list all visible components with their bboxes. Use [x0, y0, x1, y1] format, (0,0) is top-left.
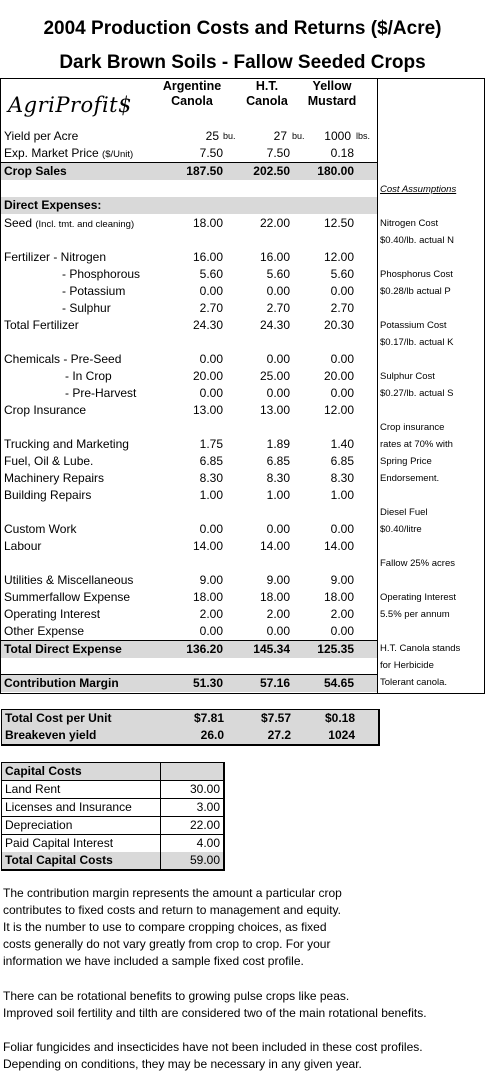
- value-col1: 9.00: [199, 573, 223, 587]
- col3-line1: Yellow: [312, 79, 352, 93]
- paragraph-foliar-fungicides: Foliar fungicides and insecticides have not been included in these cost profiles. Depending on conditions, they may be necessary in any given year.: [3, 1040, 423, 1071]
- page-subtitle: Dark Brown Soils - Fallow Seeded Crops: [59, 52, 426, 73]
- row-label: [4, 402, 86, 419]
- capital-heading: Capital Costs: [5, 764, 82, 778]
- value-col1: 0.00: [199, 624, 223, 638]
- expense-label: Labour: [4, 539, 42, 553]
- cost-assumptions-heading: Cost Assumptions: [380, 184, 457, 195]
- col2-line2: Canola: [246, 94, 288, 108]
- value-col1: 0.00: [199, 352, 223, 366]
- expense-label: Building Repairs: [4, 488, 92, 502]
- row-label: [4, 623, 84, 640]
- expense-row: [1, 249, 377, 266]
- value-col1: 0.00: [199, 386, 223, 400]
- value-col1: 0.00: [199, 284, 223, 298]
- value-col1: 7.50: [199, 146, 223, 160]
- value-col1: 14.00: [192, 539, 223, 553]
- value-col3: 2.00: [330, 607, 354, 621]
- row-label: [4, 589, 130, 606]
- expense-label: Other Expense: [4, 624, 85, 638]
- value-col2: 0.00: [266, 284, 290, 298]
- value-col3: 0.00: [330, 284, 354, 298]
- value-col1: 16.00: [192, 250, 223, 264]
- value-col1: $7.81: [193, 711, 224, 725]
- value-col3: 20.00: [323, 369, 354, 383]
- row-label: [4, 317, 79, 334]
- value-col3: 1.40: [330, 437, 354, 451]
- value-col2: 9.00: [266, 573, 290, 587]
- price-label: Exp. Market Price: [4, 146, 99, 160]
- expense-label: Utilities & Miscellaneous: [4, 573, 134, 587]
- row-label: [4, 351, 121, 368]
- col1-line1: Argentine: [162, 79, 222, 93]
- row-label: [4, 572, 133, 589]
- cost-assumption-note: 5.5% per annum: [380, 609, 450, 620]
- expense-label: - Pre-Harvest: [65, 386, 137, 400]
- unit-col1: bu.: [223, 131, 236, 141]
- row-label: Paid Capital Interest: [5, 836, 114, 850]
- paragraph-contribution-margin: The contribution margin represents the amount a particular crop contributes to fixed costs and return to management and equity. It is the number to use to compare cropping choices, as fixed costs generally do not vary greatly from crop to crop. For your information we have included a sample fixed cost profile.: [3, 886, 342, 968]
- value-col3: 1.00: [330, 488, 354, 502]
- expense-row: [1, 538, 377, 555]
- expense-label: Crop Insurance: [4, 403, 87, 417]
- capital-costs-heading-row: [2, 763, 223, 781]
- value-col3: 54.65: [323, 676, 354, 690]
- expense-row: [1, 436, 377, 453]
- value-col2: 27: [273, 129, 287, 143]
- expense-row: [1, 589, 377, 606]
- cost-assumption-note: Tolerant canola.: [380, 677, 448, 688]
- value-col1: 1.00: [199, 488, 223, 502]
- price-unit: ($/Unit): [102, 149, 134, 160]
- value-col3: 0.00: [330, 624, 354, 638]
- value-col3: 1000: [324, 129, 351, 143]
- value-col1: 8.30: [199, 471, 223, 485]
- expense-row: [1, 266, 377, 283]
- row-label: [4, 453, 93, 470]
- expense-sublabel: (Incl. tmt. and cleaning): [35, 219, 135, 230]
- heading-empty-cell: [160, 763, 222, 780]
- direct-expenses-heading: [1, 197, 377, 214]
- capital-total-row: [2, 852, 223, 869]
- value-col3: 1024: [328, 728, 355, 742]
- summary-box: [1, 709, 380, 746]
- row-label: [4, 215, 134, 233]
- row-label: Total Capital Costs: [5, 853, 113, 867]
- expense-row: [1, 521, 377, 538]
- value-col3: 6.85: [330, 454, 354, 468]
- value-col2: 145.34: [253, 642, 290, 656]
- cost-assumption-note: $0.28/lb actual P: [380, 286, 451, 297]
- expense-label: Custom Work: [4, 522, 77, 536]
- contribution-margin-row: [1, 674, 377, 692]
- value-col2: 0.00: [266, 624, 290, 638]
- value-col2: 22.00: [259, 216, 290, 230]
- expense-label: Operating Interest: [4, 607, 101, 621]
- expense-row: [1, 453, 377, 470]
- row-label: [4, 249, 106, 266]
- value-col3: 0.00: [330, 386, 354, 400]
- paragraph-rotational-benefits: There can be rotational benefits to growing pulse crops like peas. Improved soil fertility and tilth are considered two of the main rotational benefits.: [3, 989, 427, 1020]
- value-col2: 5.60: [266, 267, 290, 281]
- value-col3: 2.70: [330, 301, 354, 315]
- cost-assumption-note: Potassium Cost: [380, 320, 447, 331]
- row-label: [4, 538, 41, 555]
- expense-label: Machinery Repairs: [4, 471, 105, 485]
- value-col1: 25: [205, 129, 219, 143]
- expense-label: Chemicals - Pre-Seed: [4, 352, 122, 366]
- cost-assumption-note: rates at 70% with: [380, 439, 453, 450]
- value-col2: 7.50: [266, 146, 290, 160]
- value-col1: 6.85: [199, 454, 223, 468]
- value-col3: 20.30: [323, 318, 354, 332]
- value-col1: 2.70: [199, 301, 223, 315]
- value-col2: 8.30: [266, 471, 290, 485]
- cost-assumption-note: $0.40/litre: [380, 524, 422, 535]
- row-label: [4, 470, 104, 487]
- value-col1: 24.30: [192, 318, 223, 332]
- value-col2: 16.00: [259, 250, 290, 264]
- expense-label: Fuel, Oil & Lube.: [4, 454, 94, 468]
- value-col1: 1.75: [199, 437, 223, 451]
- crop-sales-row: [1, 162, 377, 180]
- value-col3: 180.00: [317, 164, 354, 178]
- cost-assumption-note: Crop insurance: [380, 422, 445, 433]
- expense-label: Summerfallow Expense: [4, 590, 131, 604]
- expense-row: [1, 368, 377, 385]
- row-label: [65, 368, 112, 385]
- expense-row: [1, 300, 377, 317]
- value-col2: 2.70: [266, 301, 290, 315]
- value-col2: 0.00: [266, 386, 290, 400]
- expense-row: [1, 572, 377, 589]
- value-col1: 26.0: [200, 728, 224, 742]
- row-label: Breakeven yield: [5, 728, 97, 742]
- row-label: Crop Sales: [4, 164, 67, 178]
- expense-row: [1, 487, 377, 504]
- expense-row: [1, 623, 377, 640]
- expense-label: - In Crop: [65, 369, 112, 383]
- value-col3: 0.00: [330, 352, 354, 366]
- cost-assumption-note: for Herbicide: [380, 660, 434, 671]
- value-col2: 1.89: [266, 437, 290, 451]
- expense-row: [1, 351, 377, 368]
- unit-col3: lbs.: [356, 131, 371, 141]
- value-col3: 5.60: [330, 267, 354, 281]
- value-col2: 202.50: [253, 164, 290, 178]
- spacer-row: [1, 180, 377, 197]
- row-label: [4, 606, 100, 623]
- value-col3: 0.00: [330, 522, 354, 536]
- cost-assumption-note: Nitrogen Cost: [380, 218, 439, 229]
- yield-row: [1, 128, 377, 145]
- value-col3: 12.00: [323, 250, 354, 264]
- row-value: 30.00: [160, 781, 222, 798]
- value-col2: 0.00: [266, 352, 290, 366]
- value-col2: 2.00: [266, 607, 290, 621]
- row-label: Licenses and Insurance: [5, 800, 132, 814]
- cost-per-unit-row: [2, 710, 378, 727]
- expense-label: Total Fertilizer: [4, 318, 79, 332]
- cost-assumption-note: Operating Interest: [380, 592, 457, 603]
- expense-label: Seed: [4, 216, 33, 230]
- breakeven-row: [2, 727, 378, 744]
- value-col2: 0.00: [266, 522, 290, 536]
- row-value: 59.00: [160, 852, 222, 869]
- value-col1: 187.50: [186, 164, 223, 178]
- column-header-argentine-canola: [160, 79, 224, 109]
- row-label: Total Direct Expense: [4, 642, 122, 656]
- total-direct-expense-row: [1, 640, 377, 658]
- row-label: [62, 266, 140, 283]
- value-col1: 13.00: [192, 403, 223, 417]
- cost-assumption-note: Fallow 25% acres: [380, 558, 455, 569]
- row-value: 22.00: [160, 817, 222, 834]
- row-value: 4.00: [160, 835, 222, 852]
- cost-assumption-note: Sulphur Cost: [380, 371, 435, 382]
- capital-row: [2, 817, 223, 835]
- expense-label: - Sulphur: [62, 301, 111, 315]
- value-col1: 136.20: [186, 642, 223, 656]
- value-col3: 14.00: [323, 539, 354, 553]
- value-col1: 5.60: [199, 267, 223, 281]
- cost-assumption-note: H.T. Canola stands: [380, 643, 461, 654]
- value-col2: 1.00: [266, 488, 290, 502]
- row-value: 3.00: [160, 799, 222, 816]
- value-col2: 57.16: [259, 676, 290, 690]
- value-col1: 20.00: [192, 369, 223, 383]
- column-header-yellow-mustard: [300, 79, 364, 109]
- capital-row: [2, 781, 223, 799]
- value-col2: 25.00: [259, 369, 290, 383]
- page-title: 2004 Production Costs and Returns ($/Acre): [43, 18, 442, 39]
- cost-assumption-note: Endorsement.: [380, 473, 440, 484]
- value-col2: 27.2: [267, 728, 291, 742]
- row-label: Yield per Acre: [4, 129, 79, 143]
- cost-assumption-note: Phosphorus Cost: [380, 269, 453, 280]
- expense-row: [1, 385, 377, 402]
- value-col3: 12.50: [323, 216, 354, 230]
- value-col1: 2.00: [199, 607, 223, 621]
- expense-row: [1, 470, 377, 487]
- value-col3: 18.00: [323, 590, 354, 604]
- row-label: [62, 283, 125, 300]
- value-col3: 125.35: [317, 642, 354, 656]
- value-col2: 14.00: [259, 539, 290, 553]
- col2-line1: H.T.: [255, 79, 279, 93]
- expense-label: Fertilizer - Nitrogen: [4, 250, 107, 264]
- value-col3: 0.18: [330, 146, 354, 160]
- row-label: Total Cost per Unit: [5, 711, 112, 725]
- capital-row: [2, 799, 223, 817]
- cost-assumption-note: $0.17/lb. actual K: [380, 337, 454, 348]
- cost-assumption-note: $0.40/lb. actual N: [380, 235, 454, 246]
- agriprofit-logo: AgriProfit$: [8, 93, 132, 117]
- value-col2: 24.30: [259, 318, 290, 332]
- expense-label: - Potassium: [62, 284, 126, 298]
- value-col3: $0.18: [324, 711, 355, 725]
- value-col2: 13.00: [259, 403, 290, 417]
- expense-row: [1, 317, 377, 334]
- row-label: [4, 521, 76, 538]
- price-row: [1, 145, 377, 162]
- cost-assumption-note: $0.27/lb. actual S: [380, 388, 454, 399]
- capital-costs-table: [1, 762, 225, 871]
- expense-label: - Phosphorous: [62, 267, 141, 281]
- column-header-ht-canola: [235, 79, 299, 109]
- col3-line2: Mustard: [307, 94, 357, 108]
- row-label: [4, 436, 129, 453]
- cost-assumption-note: Diesel Fuel: [380, 507, 428, 518]
- value-col3: 8.30: [330, 471, 354, 485]
- value-col3: 12.00: [323, 403, 354, 417]
- expense-label: Trucking and Marketing: [4, 437, 129, 451]
- expense-row: [1, 606, 377, 623]
- value-col1: 51.30: [192, 676, 223, 690]
- value-col3: 9.00: [330, 573, 354, 587]
- value-col1: 0.00: [199, 522, 223, 536]
- expense-row: [1, 215, 377, 232]
- row-label: [62, 300, 111, 317]
- row-label: [65, 385, 136, 402]
- expense-row: [1, 283, 377, 300]
- cost-assumption-note: Spring Price: [380, 456, 432, 467]
- production-cost-table: [0, 78, 485, 694]
- col1-line2: Canola: [171, 94, 213, 108]
- value-col2: 18.00: [259, 590, 290, 604]
- unit-col2: bu.: [292, 131, 305, 141]
- row-label: Land Rent: [5, 782, 61, 796]
- value-col1: 18.00: [192, 590, 223, 604]
- value-col2: 6.85: [266, 454, 290, 468]
- heading-label: Direct Expenses:: [4, 198, 102, 212]
- expense-row: [1, 402, 377, 419]
- row-label: Contribution Margin: [4, 676, 119, 690]
- notes-divider: [377, 79, 378, 693]
- value-col1: 18.00: [192, 216, 223, 230]
- row-label: Depreciation: [5, 818, 73, 832]
- value-col2: $7.57: [260, 711, 291, 725]
- capital-row: [2, 835, 223, 852]
- row-label: [4, 145, 133, 163]
- row-label: [4, 487, 91, 504]
